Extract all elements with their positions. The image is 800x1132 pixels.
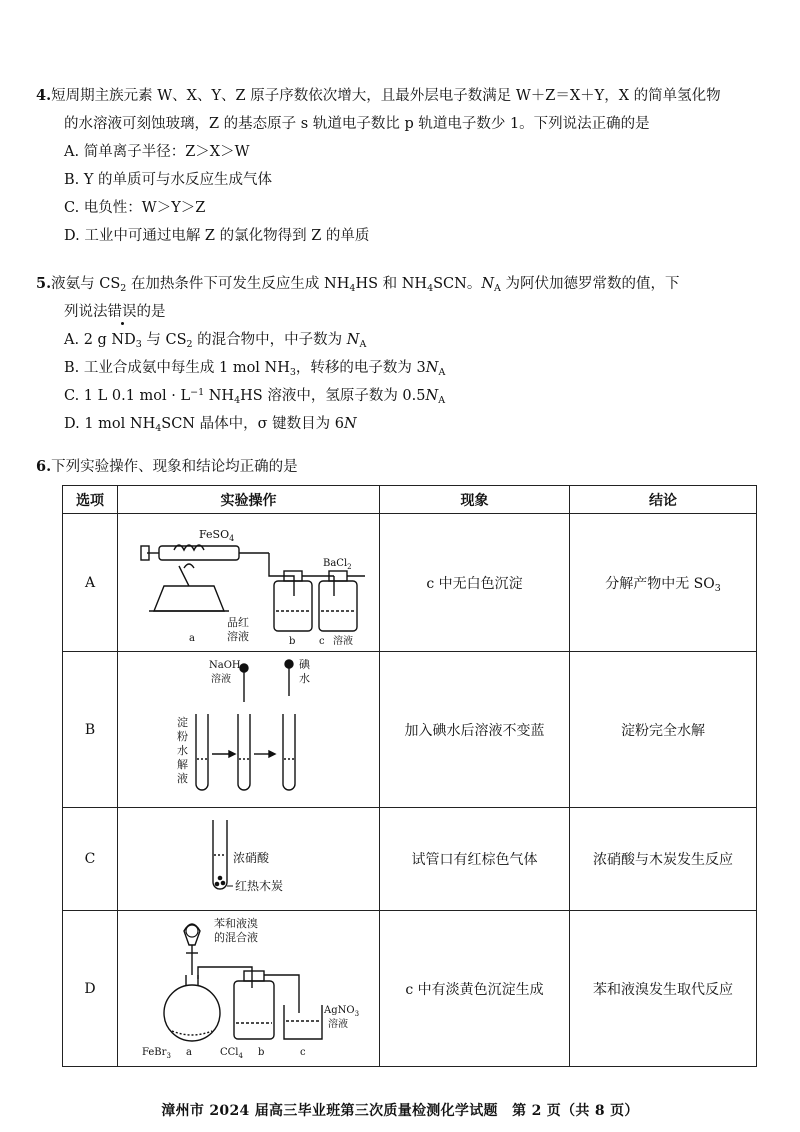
label-agno3: AgNO$_3$ xyxy=(323,1004,359,1018)
label-conc-nitric: 浓硝酸 xyxy=(232,850,269,865)
q4-stem-line2: 的水溶液可刻蚀玻璃，Z 的基态原子 s 轨道电子数比 p 轨道电子数少 1。下列说法正确的是 xyxy=(64,116,650,132)
row-conclusion: 苯和液溴发生取代反应 xyxy=(570,911,757,1067)
table-row xyxy=(63,911,757,1067)
label-iodine: 碘 xyxy=(298,657,310,671)
apparatus-c-cell xyxy=(118,808,380,911)
row-phenomenon: 试管口有红棕色气体 xyxy=(380,808,570,911)
label-c: c xyxy=(318,635,325,646)
question-4 xyxy=(36,82,776,250)
q5-option-a: A. 2 g $ND_3$ 与 $CS_2$ 的混合物中，中子数为 $N_A$ xyxy=(64,332,367,350)
label-b: b xyxy=(257,1046,264,1058)
label-febr3: FeBr$_3$ xyxy=(141,1046,171,1060)
q6-stem: 6.下列实验操作、现象和结论均正确的是 xyxy=(36,458,298,475)
header-phenomenon: 现象 xyxy=(380,486,570,514)
q4-option-b: B. Y 的单质可与水反应生成气体 xyxy=(64,172,273,188)
q4-option-c: C. 电负性：W＞Y＞Z xyxy=(64,200,206,216)
q5-option-d: D. 1 mol $NH_4SCN$ 晶体中，σ 键数目为 6N xyxy=(64,416,357,434)
q4-option-d: D. 工业中可通过电解 Z 的氯化物得到 Z 的单质 xyxy=(64,228,370,244)
question-5 xyxy=(36,270,776,438)
label-starch-5: 液 xyxy=(176,771,188,785)
label-starch-2: 粉 xyxy=(176,729,188,743)
row-conclusion: 浓硝酸与木炭发生反应 xyxy=(570,808,757,911)
q5-stem-line1: 5.液氨与 $CS_2$ 在加热条件下可发生反应生成 $NH_4HS$ 和 $NH_4SCN$。$N_A$ 为阿伏加德罗常数的值，下 xyxy=(36,275,680,294)
row-option: C xyxy=(63,808,118,911)
label-c: c xyxy=(299,1046,306,1058)
row-conclusion: 淀粉完全水解 xyxy=(570,652,757,808)
label-agno3-solution: 溶液 xyxy=(327,1018,348,1030)
label-ccl4: CCl$_4$ xyxy=(219,1046,243,1060)
label-starch-4: 解 xyxy=(176,757,188,771)
label-naoh-solution: 溶液 xyxy=(210,673,231,685)
table-row xyxy=(63,652,757,808)
label-pinhong-solution: 溶液 xyxy=(226,629,249,643)
apparatus-a-cell xyxy=(118,514,380,652)
table-header-row xyxy=(63,486,757,514)
label-b: b xyxy=(288,635,295,646)
label-mixture: 的混合液 xyxy=(213,930,258,944)
row-conclusion: 分解产物中无 $SO_3$ xyxy=(570,514,757,652)
row-phenomenon: 加入碘水后溶液不变蓝 xyxy=(380,652,570,808)
label-a: a xyxy=(185,1046,192,1058)
label-starch-1: 淀 xyxy=(176,715,188,729)
q4-stem-line1: 4.短周期主族元素 W、X、Y、Z 原子序数依次增大，且最外层电子数满足 W＋Z＝X＋Y，X 的简单氢化物 xyxy=(36,87,721,104)
apparatus-b-cell xyxy=(118,652,380,808)
table-row xyxy=(63,514,757,652)
label-bacl2: BaCl$_2$ xyxy=(322,557,352,571)
header-option: 选项 xyxy=(63,486,118,514)
experiment-table xyxy=(62,485,757,1067)
label-a: a xyxy=(188,632,195,644)
page-footer: 漳州市 2024 届高三毕业班第三次质量检测化学试题 第 2 页（共 8 页） xyxy=(161,1103,639,1119)
label-iodine-water: 水 xyxy=(298,671,310,685)
row-option: D xyxy=(63,911,118,1067)
header-conclusion: 结论 xyxy=(570,486,757,514)
q4-option-a: A. 简单离子半径：Z＞X＞W xyxy=(64,144,250,160)
q5-option-c: C. 1 L 0.1 mol · $L^{-1}$ $NH_4HS$ 溶液中，氢原子数为 $0.5N_A$ xyxy=(64,387,446,406)
row-option: B xyxy=(63,652,118,808)
label-naoh: NaOH xyxy=(208,659,241,671)
row-option: A xyxy=(63,514,118,652)
apparatus-a-diagram xyxy=(129,516,369,646)
question-6 xyxy=(36,453,776,481)
label-benzene-bromine: 苯和液溴 xyxy=(213,916,258,930)
table-row xyxy=(63,808,757,911)
label-starch-3: 水 xyxy=(176,743,188,757)
q5-option-b: B. 工业合成氨中每生成 1 mol $NH_3$，转移的电子数为 $3N_A$ xyxy=(64,360,446,378)
label-bacl2-solution: 溶液 xyxy=(332,635,353,646)
apparatus-c-diagram xyxy=(169,810,329,905)
apparatus-d-diagram xyxy=(134,913,364,1061)
apparatus-b-diagram xyxy=(149,654,349,802)
label-pinhong: 品红 xyxy=(226,615,249,629)
label-feso4: FeSO$_4$ xyxy=(198,527,234,543)
row-phenomenon: c 中有淡黄色沉淀生成 xyxy=(380,911,570,1067)
emphasis-dots: 错误 xyxy=(107,304,137,320)
label-red-hot-carbon: 红热木炭 xyxy=(234,878,283,893)
q5-stem-line2: 列说法错误的是 xyxy=(64,304,166,320)
header-operation: 实验操作 xyxy=(118,486,380,514)
apparatus-d-cell xyxy=(118,911,380,1067)
row-phenomenon: c 中无白色沉淀 xyxy=(380,514,570,652)
